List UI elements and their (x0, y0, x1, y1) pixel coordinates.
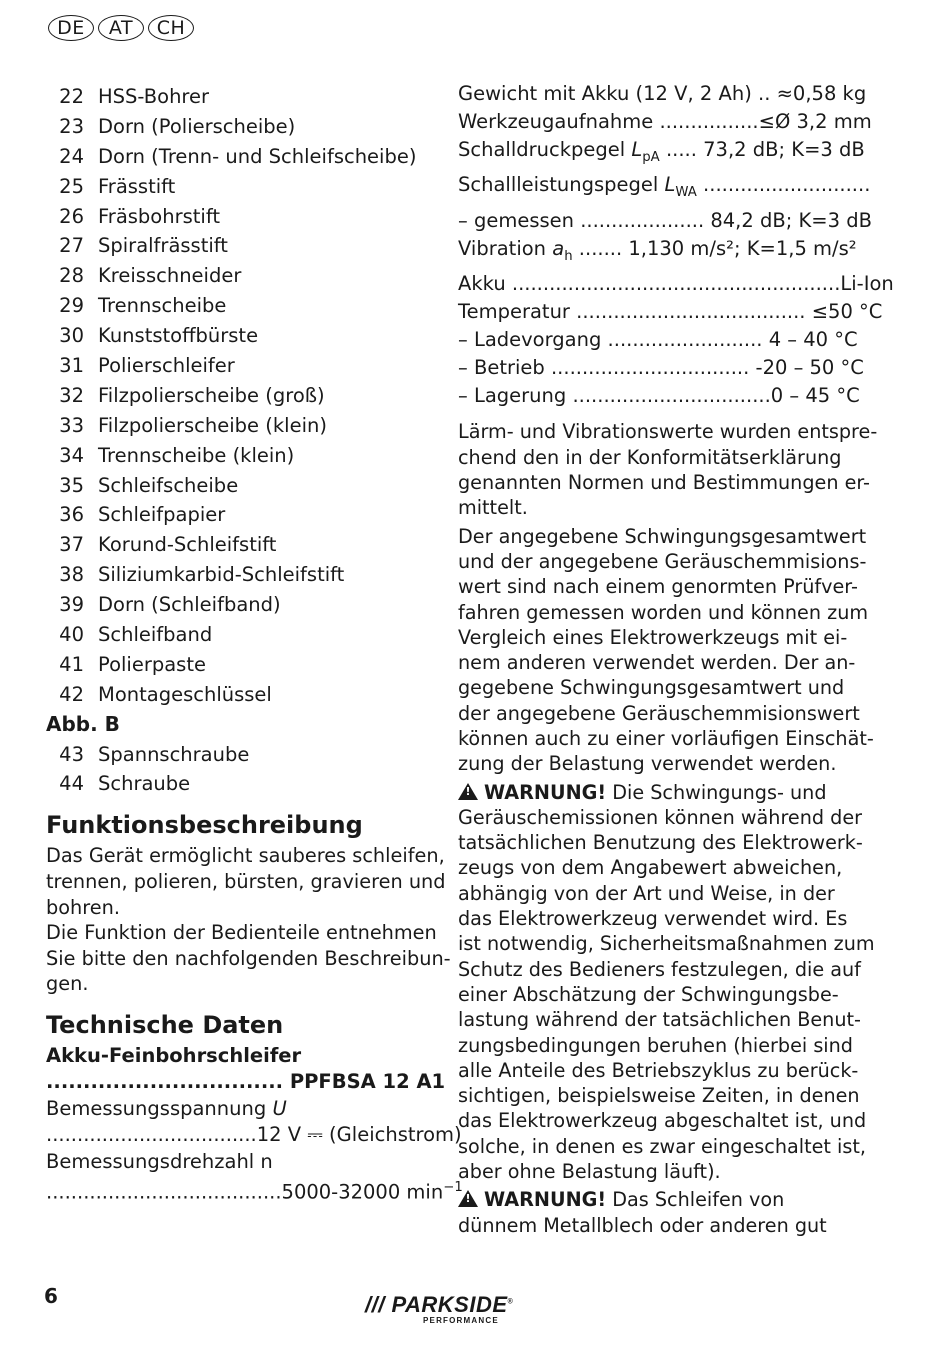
warning-1 (458, 780, 875, 1185)
voltage-label: Bemessungsspannung (46, 1096, 267, 1120)
warning-1-first-line (458, 780, 834, 805)
funktion-line: gen. (46, 972, 89, 996)
vibration-line: wert sind nach einem genormten Prüfver- (458, 575, 858, 599)
spec-vibration (458, 235, 857, 271)
warning-2-first-line-text: Das Schleifen von (606, 1188, 785, 1212)
item-label: Frässtift (98, 174, 176, 198)
funktion-line: Das Gerät ermöglicht sauberes schleifen, (46, 844, 445, 868)
item-number: 24 (59, 144, 84, 168)
parts-list-item (46, 202, 426, 232)
item-number: 26 (59, 204, 84, 228)
parts-list-item (46, 560, 426, 590)
warning-1-line: aber ohne Belastung läuft). (458, 1160, 721, 1184)
item-number: 37 (59, 533, 84, 557)
warning-2-line: dünnem Metallblech oder anderen gut (458, 1213, 827, 1237)
item-label: Spiralfrässtift (98, 234, 228, 258)
logo-slashes-icon: /// (365, 1292, 385, 1317)
warning-icon (458, 1190, 478, 1207)
vibration-value: ....... 1,130 m/s²; K=1,5 m/s² (572, 236, 857, 260)
sound-pressure-label: Schalldruckpegel (458, 137, 632, 161)
item-number: 34 (59, 443, 84, 467)
warning-1-line: lastung während der tatsächlichen Benut- (458, 1008, 861, 1032)
item-number: 35 (59, 473, 84, 497)
item-label: HSS-Bohrer (98, 85, 210, 108)
sound-pressure-sub: pA (642, 149, 660, 165)
parts-list-item (46, 172, 426, 202)
parts-list-item (46, 112, 426, 142)
sound-power-symbol: L (664, 173, 676, 197)
vibration-label: Vibration (458, 236, 553, 260)
item-label: Trennscheibe (98, 294, 227, 318)
abb-b-heading: Abb. B (46, 711, 120, 736)
item-label: Polierpaste (98, 652, 206, 676)
parts-list-item (46, 321, 426, 351)
item-label: Dorn (Schleifband) (98, 593, 281, 617)
warning-1-line: einer Abschätzung der Schwingungsbe- (458, 982, 839, 1006)
item-number: 43 (59, 742, 84, 766)
funktion-text (46, 843, 451, 997)
item-label: Schleifscheibe (98, 473, 239, 497)
parts-list-item (46, 411, 426, 441)
warning-2-label: WARNUNG! (484, 1188, 607, 1212)
item-number: 32 (59, 383, 84, 407)
warning-1-line: ist notwendig, Sicherheitsmaßnahmen zum (458, 932, 875, 956)
warning-1-line: sichtigen, beispielsweise Zeiten, in denen (458, 1084, 860, 1108)
funktion-line: Sie bitte den nachfolgenden Beschreibun- (46, 946, 451, 970)
funktion-heading: Funktionsbeschreibung (46, 811, 363, 840)
funktion-line: Die Funktion der Bedienteile entnehmen (46, 921, 437, 945)
noise-paragraph (458, 419, 878, 520)
parts-list-item (46, 381, 426, 411)
parts-list-item (46, 620, 426, 650)
spec-sound-pressure (458, 136, 865, 172)
item-label: Trennscheibe (klein) (98, 443, 295, 467)
item-number: 33 (59, 413, 84, 437)
voltage-label-line (46, 1096, 426, 1123)
item-label: Kunststoffbürste (98, 324, 259, 348)
warning-2 (458, 1187, 834, 1238)
country-badge-de: DE (48, 15, 94, 41)
item-label: Dorn (Polierscheibe) (98, 114, 296, 138)
item-label: Kreisschneider (98, 264, 242, 288)
item-number: 36 (59, 503, 84, 527)
spec-tool-holder: Werkzeugaufnahme ................≤Ø 3,2 mm (458, 109, 872, 133)
vibration-line: und der angegebene Geräuschemmisions- (458, 549, 867, 573)
item-number: 28 (59, 264, 84, 288)
vibration-line: zung der Belastung verwendet werden. (458, 752, 837, 776)
item-number: 25 (59, 174, 84, 198)
item-label: Montageschlüssel (98, 682, 272, 706)
parts-list-item (46, 351, 426, 381)
parts-list-item (46, 650, 426, 680)
spec-sound-power (458, 171, 871, 207)
sound-power-label: Schallleistungspegel (458, 173, 665, 197)
abb-b-item (46, 769, 426, 799)
parts-list (46, 82, 426, 710)
parts-list-item (46, 530, 426, 560)
parkside-logo (365, 1292, 514, 1325)
sound-power-dots: ........................... (696, 173, 871, 197)
spec-temperature: Temperatur ..................................... ≤50 °C (458, 300, 883, 324)
item-label: Polierschleifer (98, 354, 235, 378)
item-label: Fräsbohrstift (98, 204, 220, 228)
noise-line: Lärm- und Vibrationswerte wurden entspre- (458, 420, 878, 444)
item-label: Schraube (98, 772, 191, 796)
parts-list-item (46, 441, 426, 471)
item-number: 23 (59, 114, 84, 138)
voltage-value: ..................................12 V ⎓ (Gleichstrom) (46, 1123, 462, 1147)
item-label: Schleifband (98, 623, 213, 647)
warning-1-line: das Elektrowerkzeug verwendet wird. Es (458, 907, 848, 931)
abb-b-list (46, 740, 426, 800)
spec-charging: – Ladevorgang ......................... 4 – 40 °C (458, 328, 858, 352)
item-label: Filzpolierscheibe (groß) (98, 383, 325, 407)
funktion-line: bohren. (46, 895, 120, 919)
noise-line: genannten Normen und Bestimmungen er- (458, 471, 870, 495)
warning-2-first-line (458, 1187, 834, 1212)
spec-measured: – gemessen .................... 84,2 dB; K=3 dB (458, 208, 872, 232)
warning-1-first-line-text: Die Schwingungs- und (606, 780, 827, 804)
item-label: Siliziumkarbid-Schleifstift (98, 563, 345, 587)
sound-power-sub: WA (675, 185, 697, 201)
speed-value-line (46, 1175, 463, 1206)
item-label: Korund-Schleifstift (98, 533, 277, 557)
speed-exponent: −1 (443, 1180, 463, 1196)
country-badge-at: AT (98, 15, 144, 41)
country-badges (48, 15, 194, 41)
technische-daten-heading: Technische Daten (46, 1010, 284, 1039)
registered-mark-icon: ® (507, 1298, 514, 1306)
item-number: 41 (59, 652, 84, 676)
abb-b-item (46, 740, 426, 770)
vibration-line: Der angegebene Schwingungsgesamtwert (458, 524, 867, 548)
noise-line: chend den in der Konformitätserklärung (458, 445, 842, 469)
spec-battery: Akku .....................................................Li-Ion (458, 272, 894, 296)
voltage-symbol: U (272, 1096, 287, 1120)
parts-list-item (46, 590, 426, 620)
warning-1-line: zeugs von dem Angabewert abweichen, (458, 856, 843, 880)
warning-1-label: WARNUNG! (484, 780, 607, 804)
parts-list-item (46, 500, 426, 530)
parts-list-item (46, 231, 426, 261)
product-name: Akku-Feinbohrschleifer (46, 1043, 302, 1067)
logo-wordmark (365, 1292, 513, 1318)
noise-line: mittelt. (458, 496, 528, 520)
item-number: 38 (59, 563, 84, 587)
parts-list-item (46, 291, 426, 321)
vibration-paragraph (458, 524, 874, 777)
country-badge-ch: CH (148, 15, 194, 41)
parts-list-item (46, 471, 426, 501)
item-number: 22 (59, 85, 84, 108)
vibration-line: können auch zu einer vorläufigen Einschät- (458, 727, 874, 750)
vibration-line: der angegebene Geräuschemmisionswert (458, 701, 860, 725)
warning-1-line: zungsbedingungen beruhen (hierbei sind (458, 1033, 853, 1057)
sound-pressure-symbol: L (631, 137, 643, 161)
left-column (46, 82, 463, 1206)
warning-1-line: Schutz des Bedieners festzulegen, die auf (458, 957, 861, 981)
vibration-symbol: a (552, 236, 565, 260)
item-label: Schleifpapier (98, 503, 226, 527)
item-label: Dorn (Trenn- und Schleifscheibe) (98, 144, 417, 168)
spec-operation: – Betrieb ................................ -20 – 50 °C (458, 355, 864, 379)
warning-1-line: alle Anteile des Betriebszyklus zu berück- (458, 1058, 859, 1082)
logo-performance: PERFORMANCE (423, 1316, 499, 1325)
sound-pressure-value: ..... 73,2 dB; K=3 dB (659, 137, 865, 161)
right-column (458, 80, 894, 1241)
item-number: 42 (59, 682, 84, 706)
item-number: 39 (59, 593, 84, 617)
item-number: 40 (59, 623, 84, 647)
parts-list-item (46, 680, 426, 710)
item-number: 30 (59, 324, 84, 348)
model-line: ................................ PPFBSA 12 A1 (46, 1070, 446, 1094)
parts-list-item (46, 261, 426, 291)
item-number: 29 (59, 294, 84, 318)
item-number: 31 (59, 354, 84, 378)
vibration-line: Vergleich eines Elektrowerkzeugs mit ei- (458, 625, 848, 649)
spec-storage: – Lagerung ................................0 – 45 °C (458, 383, 860, 407)
vibration-sub: h (564, 248, 573, 264)
warning-1-line: solche, in denen es zwar eingeschaltet ist, (458, 1134, 866, 1158)
speed-label: Bemessungsdrehzahl n (46, 1149, 273, 1173)
speed-value: ......................................5000-32000 min (46, 1180, 444, 1204)
parts-list-item (46, 82, 426, 112)
warning-1-line: tatsächlichen Benutzung des Elektrowerk- (458, 831, 863, 855)
parts-list-item (46, 142, 426, 172)
warning-1-line: abhängig von der Art und Weise, in der (458, 881, 835, 905)
spec-weight: Gewicht mit Akku (12 V, 2 Ah) .. ≈0,58 kg (458, 82, 867, 105)
logo-brand: PARKSIDE (391, 1292, 508, 1317)
warning-icon (458, 783, 478, 800)
vibration-line: gegebene Schwingungsgesamtwert und (458, 676, 845, 700)
item-number: 44 (59, 772, 84, 796)
vibration-line: nem anderen verwendet werden. Der an- (458, 651, 856, 675)
vibration-line: fahren gemessen worden und können zum (458, 600, 869, 624)
page-number: 6 (44, 1284, 58, 1308)
item-label: Spannschraube (98, 742, 250, 766)
warning-1-line: das Elektrowerkzeug abgeschaltet ist, und (458, 1109, 867, 1133)
warning-1-line: Geräuschemissionen können während der (458, 805, 863, 829)
item-label: Filzpolierscheibe (klein) (98, 413, 327, 437)
funktion-line: trennen, polieren, bürsten, gravieren und (46, 869, 446, 893)
item-number: 27 (59, 234, 84, 258)
